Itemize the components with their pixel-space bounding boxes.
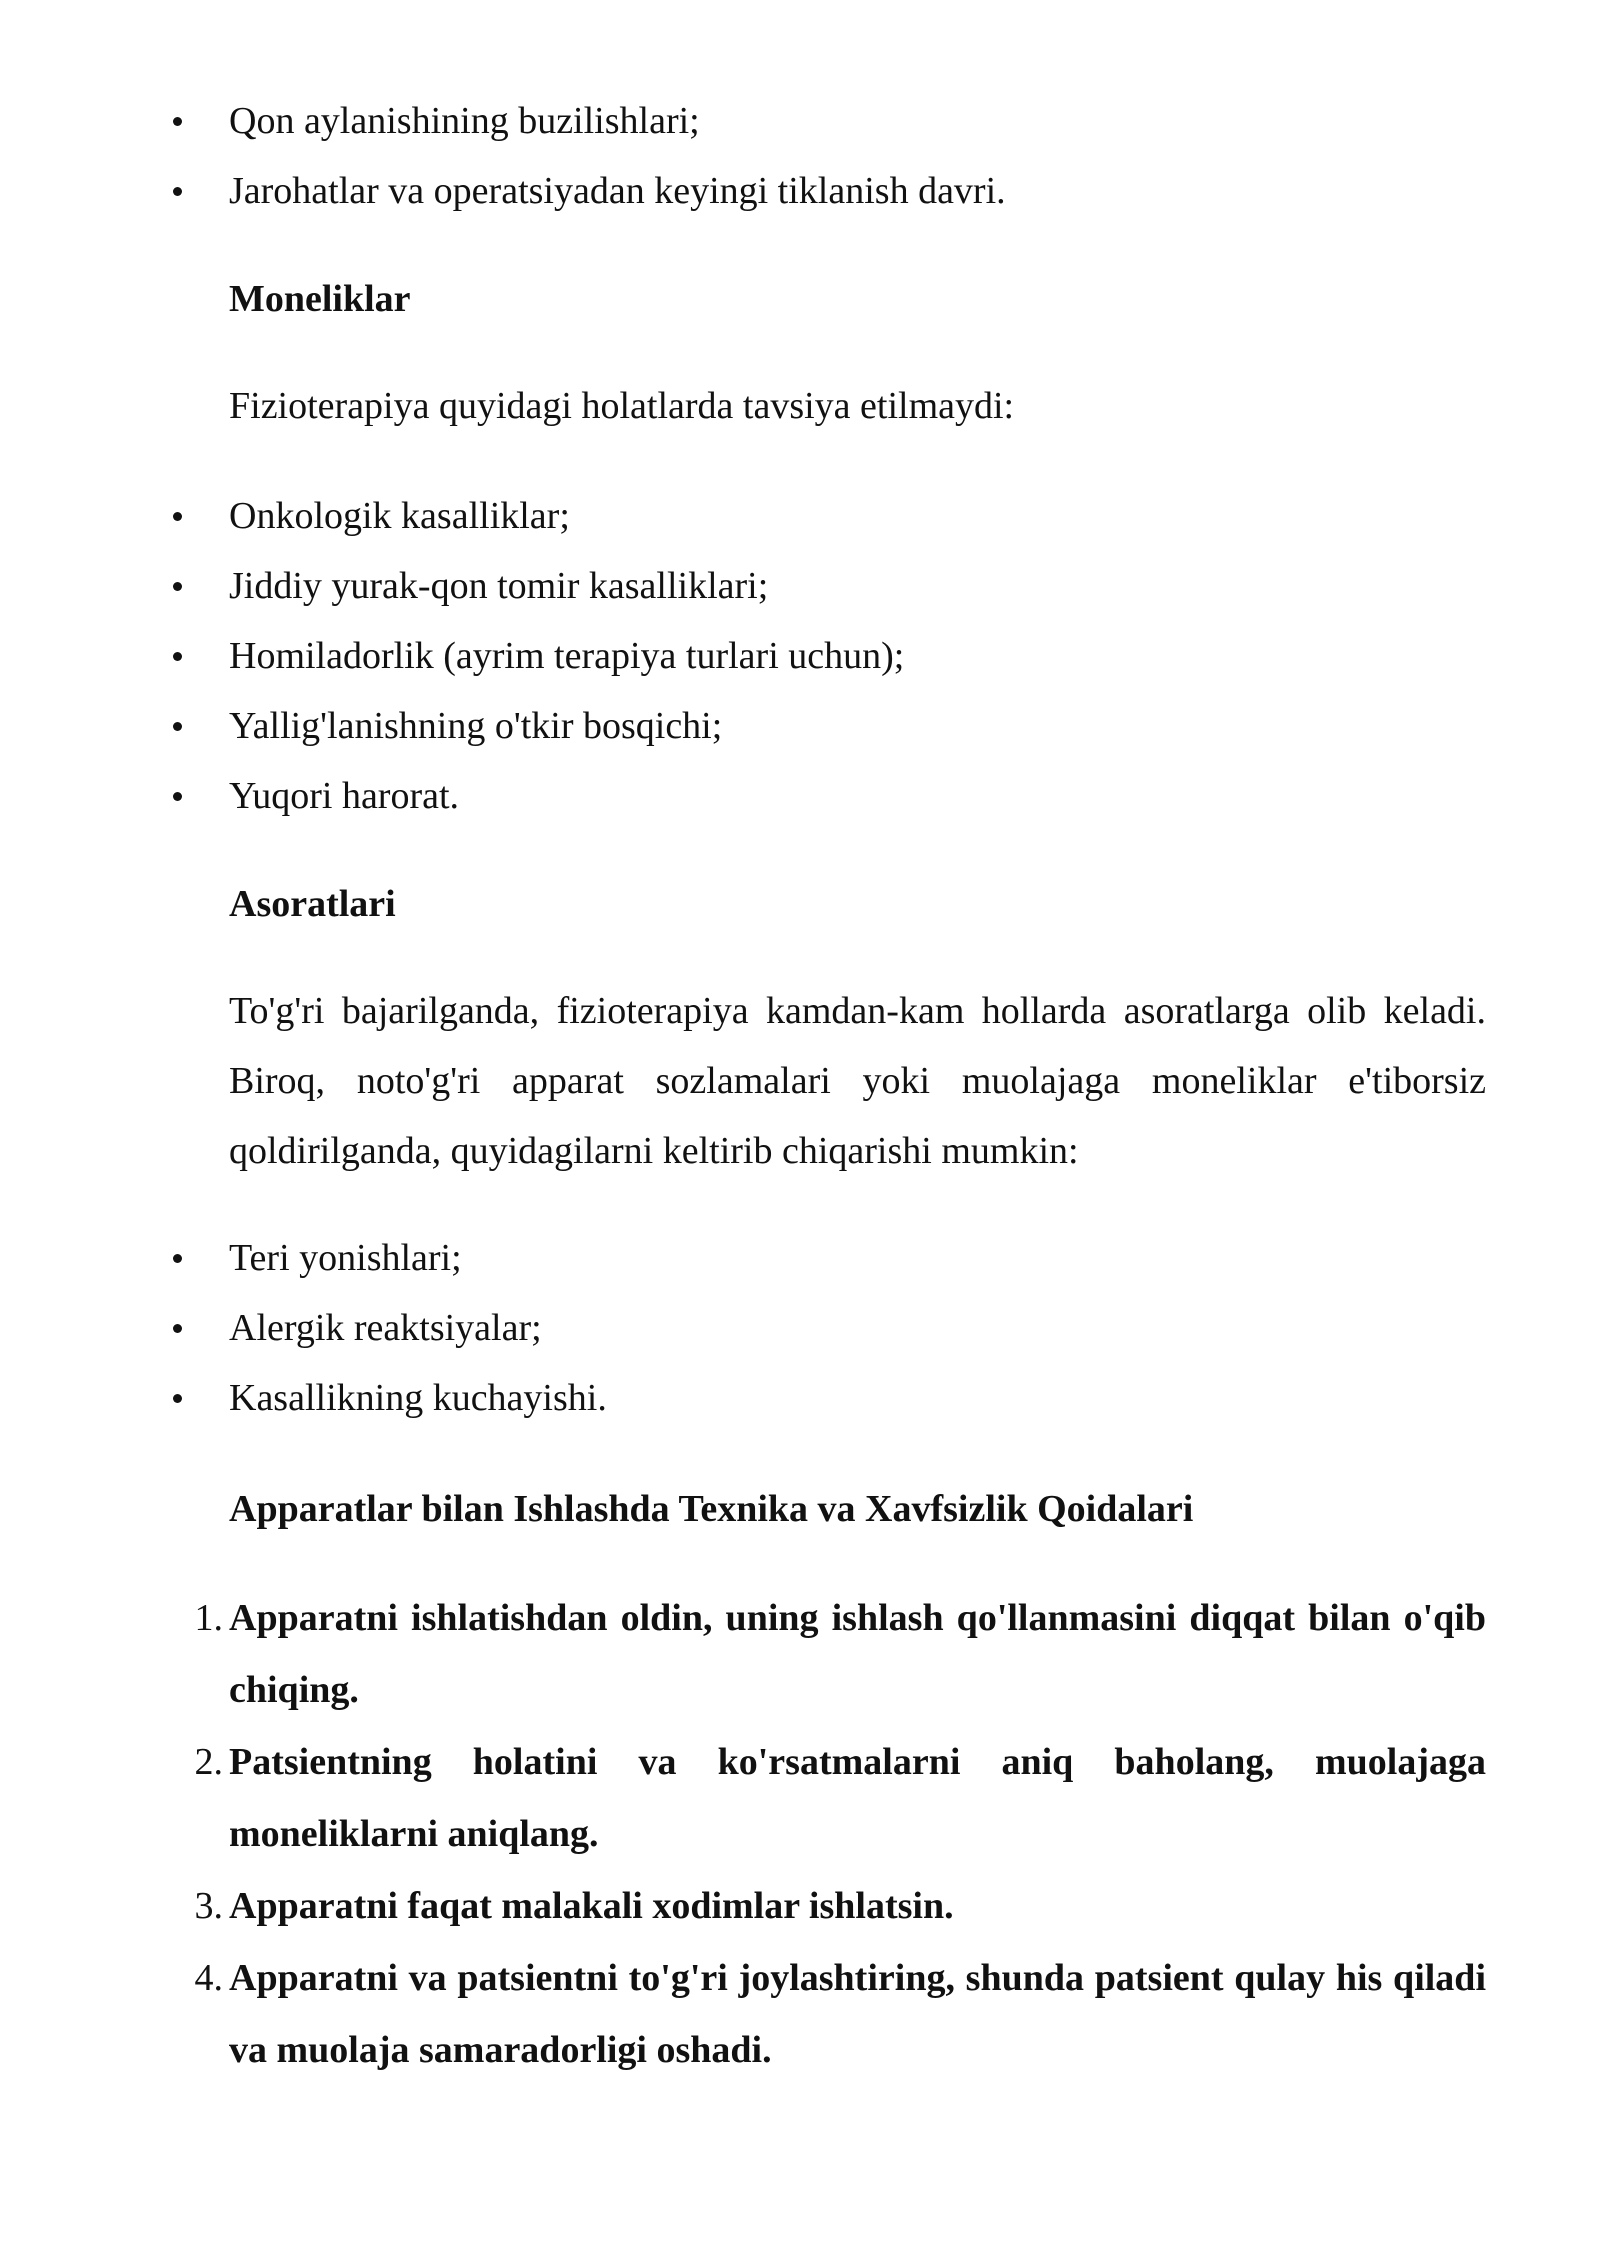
bullet-icon [173,1254,182,1263]
list-item: Teri yonishlari; [229,1223,1486,1293]
bullet-icon [173,512,182,521]
list-item: Jiddiy yurak-qon tomir kasalliklari; [229,551,1486,621]
list-item: Yuqori harorat. [229,761,1486,831]
numbered-item: 3. Apparatni faqat malakali xodimlar ishlatsin. [229,1870,1486,1942]
contraindications-intro: Fizioterapiya quyidagi holatlarda tavsiya etilmaydi: [229,385,1015,427]
bullet-icon [173,1324,182,1333]
list-item: Kasallikning kuchayishi. [229,1363,1486,1433]
item-number: 3. [194,1885,223,1927]
bullet-icon [173,722,182,731]
section-heading-complications: Asoratlari [229,883,396,925]
bullet-icon [173,187,182,196]
complications-list [229,1223,1486,1433]
item-number: 2. [194,1741,223,1783]
item-number: 4. [194,1957,223,1999]
numbered-item: 2. Patsientning holatini va ko'rsatmalarni aniq baholang, muolajaga moneliklarni aniqlang. [229,1726,1486,1870]
list-item: Qon aylanishining buzilishlari; [229,86,1486,156]
item-number: 1. [194,1597,223,1639]
numbered-item: 1. Apparatni ishlatishdan oldin, uning ishlash qo'llanmasini diqqat bilan o'qib chiqing. [229,1582,1486,1726]
list-item: Onkologik kasalliklar; [229,481,1486,551]
section-heading-contraindications: Moneliklar [229,278,411,320]
bullet-icon [173,117,182,126]
section-heading-safety-rules: Apparatlar bilan Ishlashda Texnika va Xavfsizlik Qoidalari [229,1488,1194,1530]
bullet-icon [173,652,182,661]
safety-rules-list [194,1582,1486,2086]
list-item: Homiladorlik (ayrim terapiya turlari uchun); [229,621,1486,691]
list-item: Yallig'lanishning o'tkir bosqichi; [229,691,1486,761]
bullet-icon [173,1394,182,1403]
indications-list-continued [229,86,1486,226]
list-item: Jarohatlar va operatsiyadan keyingi tiklanish davri. [229,156,1486,226]
contraindications-list [229,481,1486,831]
numbered-item: 4. Apparatni va patsientni to'g'ri joylashtiring, shunda patsient qulay his qiladi va muolaja samaradorligi oshadi. [229,1942,1486,2086]
list-item: Alergik reaktsiyalar; [229,1293,1486,1363]
complications-paragraph: To'g'ri bajarilganda, fizioterapiya kamdan-kam hollarda asoratlarga olib keladi. Biroq, noto'g'ri apparat sozlamalari yoki muolajaga moneliklar e'tiborsiz qoldirilganda, quyidagilarni keltirib chiqarishi mumkin: [229,990,1486,1172]
bullet-icon [173,792,182,801]
bullet-icon [173,582,182,591]
